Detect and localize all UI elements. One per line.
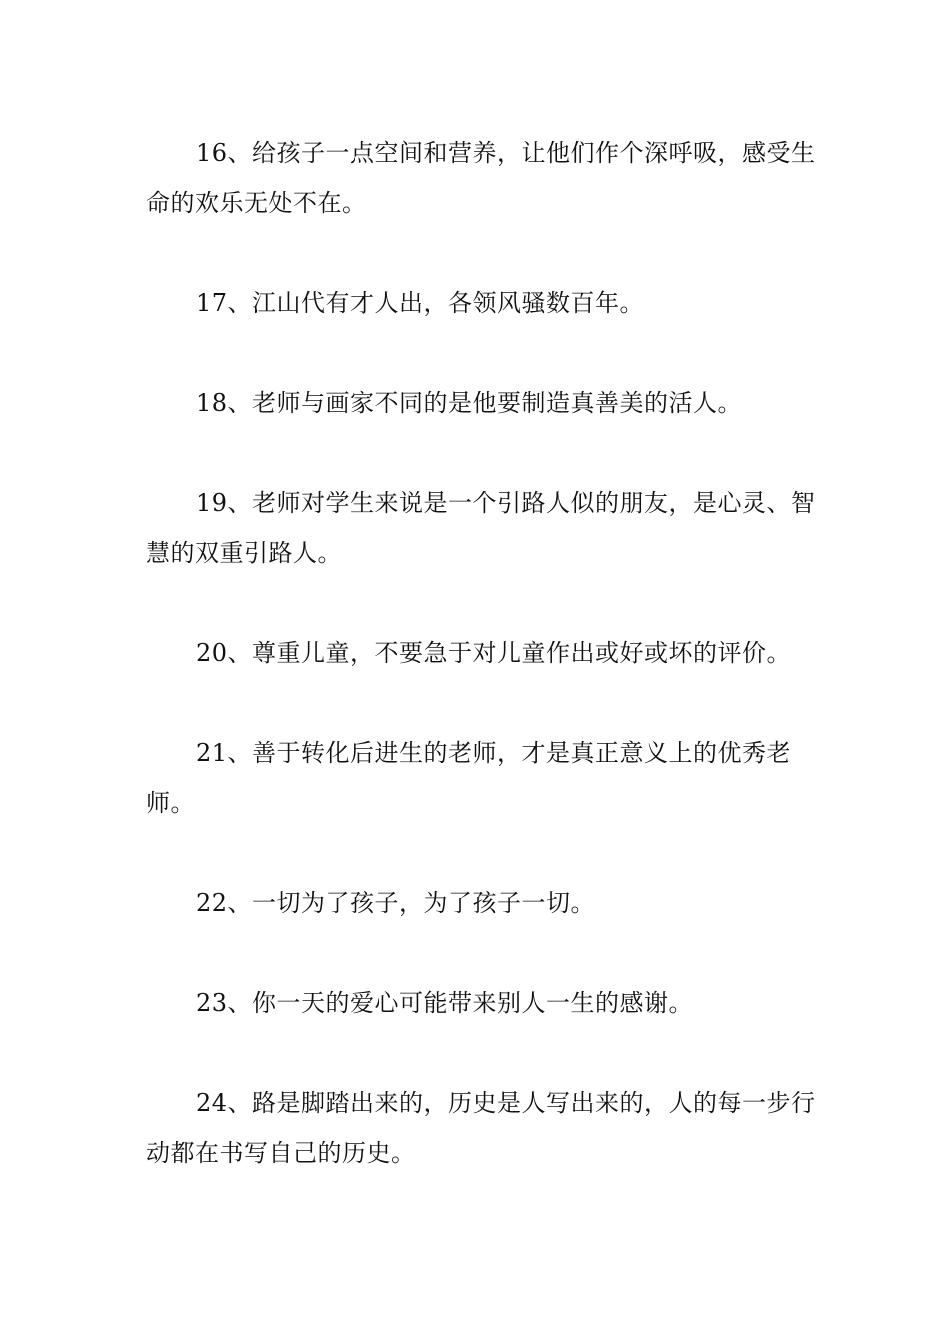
paragraph-21: 21、善于转化后进生的老师，才是真正意义上的优秀老师。 [146, 739, 792, 817]
paragraph-17: 17、江山代有才人出，各领风骚数百年。 [196, 289, 645, 317]
paragraph-20: 20、尊重儿童，不要急于对儿童作出或好或坏的评价。 [196, 639, 792, 667]
paragraph-16: 16、给孩子一点空间和营养，让他们作个深呼吸，感受生命的欢乐无处不在。 [146, 139, 816, 217]
paragraph-19: 19、老师对学生来说是一个引路人似的朋友，是心灵、智慧的双重引路人。 [146, 489, 816, 567]
paragraph-23: 23、你一天的爱心可能带来别人一生的感谢。 [196, 989, 694, 1017]
document-body [146, 128, 816, 1178]
paragraph-18: 18、老师与画家不同的是他要制造真善美的活人。 [196, 389, 743, 417]
paragraph-24: 24、路是脚踏出来的，历史是人写出来的，人的每一步行动都在书写自己的历史。 [146, 1089, 816, 1167]
paragraph-22: 22、一切为了孩子，为了孩子一切。 [196, 889, 596, 917]
